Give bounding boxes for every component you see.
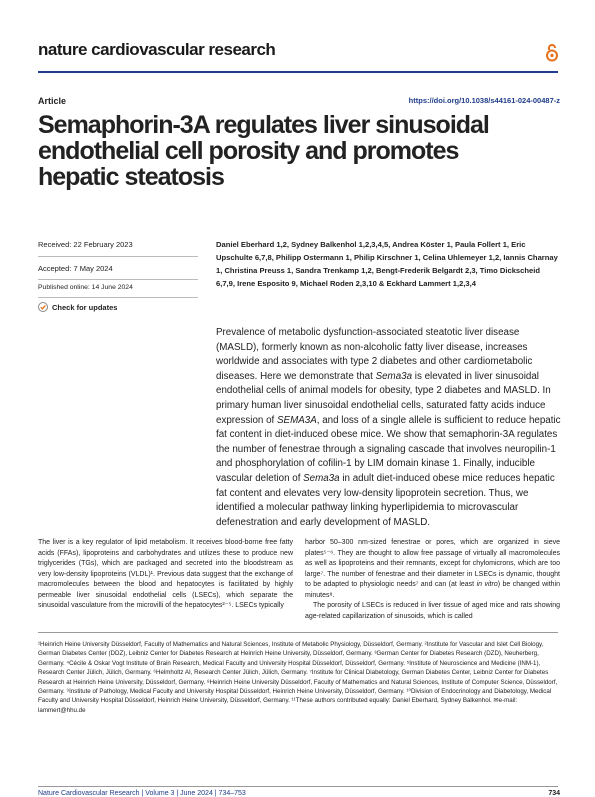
gene-name: Sema3a [303, 472, 340, 484]
body-italic: in vitro [476, 581, 498, 588]
received-date: Received: 22 February 2023 [38, 240, 133, 249]
accepted-date: Accepted: 7 May 2024 [38, 264, 113, 273]
check-updates-button[interactable] [38, 302, 117, 312]
check-updates-label: Check for updates [52, 302, 118, 312]
body-column-right [305, 538, 560, 622]
page-number: 734 [548, 790, 560, 797]
check-updates-icon [38, 302, 48, 312]
abstract-text: in adult diet-induced obese mice reduces hepatic fat content and elevates very low-density lipoprotein secretion. Thus, we identified a molecular pathway linking hyperlipidemia to microvascular defenestration and early development of MASLD. [216, 472, 555, 528]
gene-name: Sema3a [375, 370, 413, 382]
doi-link[interactable]: https://doi.org/10.1038/s44161-024-00487-z [408, 96, 560, 105]
article-type: Article [38, 96, 67, 106]
abstract [216, 326, 561, 530]
history-divider [38, 279, 198, 280]
abstract-text: Prevalence of metabolic dysfunction-associated steatotic liver disease (MASLD), formerly known as non-alcoholic fatty liver disease, increases worldwide and associates with type 2 diabetes and other cardiometabolic diseases. Here we demonstrate that [216, 327, 533, 382]
header-rule [38, 71, 558, 73]
body-text: harbor 50–300 nm-sized fenestrae or pores, which are organized in sieve plates⁵⁻⁶. They are thought to allow free passage of virtually all macromolecules as well as lipoproteins and their remnants, except for chylomicrons, which are too large⁷. The number of fenestrae and their diameter in LSECs is dynamic, thought to be adapted to physiologic needs⁷ and can (at least [305, 539, 560, 588]
body-column-left: The liver is a key regulator of lipid metabolism. It receives blood-borne free fatty acids (FFAs), lipoproteins and carbohydrates and utilizes these to produce new triglycerides (TGs), which are packaged and secreted into the bloodstream as very low-density lipoproteins (VLDL)¹. Previous data suggest that the exchange of macromolecules between the blood and hepatocytes is facilitated by highly permeable liver sinusoidal endothelial cells (LSECs), which separate the sinusoidal vasculature from the microvilli of the hepatocytes²⁻⁵. LSECs typically [38, 539, 293, 609]
history-divider [38, 297, 198, 298]
affiliations: ¹Heinrich Heine University Düsseldorf, Faculty of Mathematics and Natural Sciences, Institute of Metabolic Physiology, Düsseldorf, Germany. ²Institute for Vascular and Islet Cell Biology, German Diabetes Center (DDZ), Leibniz Center for Diabetes Research at Heinrich Heine University, Düsseldorf, Germany. ³German Center for Diabetes Research (DZD), Neuherberg, Germany. ⁴Cécile & Oskar Vogt Institute of Brain Research, Medical Faculty and University Hospital Düsseldorf, Düsseldorf, Germany. ⁵Institute of Neuroscience and Medicine (INM-1), Research Center Jülich, Jülich, Germany. ⁶Helmholtz AI, Research Center Jülich, Jülich, Germany. ⁷Institute for Clinical Diabetology, German Diabetes Center, Leibniz Center for Diabetes Research at Heinrich Heine University, Düsseldorf, Germany. ⁸Heinrich Heine University Düsseldorf, Faculty of Mathematics and Natural Sciences, Institute of Computer Science, Düsseldorf, Germany. ⁹Institute of Pathology, Medical Faculty and University Hospital Düsseldorf, Heinrich Heine University, Düsseldorf, Germany. ¹⁰Division of Endocrinology and Diabetology, Medical Faculty and University Hospital Düsseldorf, Heinrich Heine University, Düsseldorf, Germany. ¹¹These authors contributed equally: Daniel Eberhard, Sydney Balkenhol. ✉e-mail: lammert@hhu.de [38, 641, 558, 714]
affiliations-divider [38, 632, 558, 633]
body-text: ) be changed within minutes⁸. [305, 581, 560, 599]
open-access-icon [545, 44, 559, 62]
abstract-text: is elevated in liver sinusoidal endothelial cells of animal models for obesity, type 2 diabetes and MASLD. In primary human liver sinusoidal endothelial cells, saturated fatty acids induce expression of [216, 370, 551, 426]
published-date: Published online: 14 June 2024 [38, 284, 133, 291]
footer-citation: Nature Cardiovascular Research | Volume 3 | June 2024 | 734–753 [38, 790, 246, 797]
article-title: Semaphorin-3A regulates liver sinusoidal endothelial cell porosity and promotes hepatic steatosis [38, 111, 489, 191]
body-text: The porosity of LSECs is reduced in liver tissue of aged mice and rats showing age-related capillarization of sinusoids, which is called [305, 602, 560, 620]
author-list: Daniel Eberhard 1,2, Sydney Balkenhol 1,2,3,4,5, Andrea Köster 1, Paula Follert 1, Eric Upschulte 6,7,8, Philipp Ostermann 1, Philip Kirschner 1, Celina Uhlemeyer 1,2, Iannis Charnay 1, Christina Preuss 1, Sandra Trenkamp 1,2, Bengt-Frederik Belgardt 2,3, Timo Dickscheid 6,7,9, Irene Esposito 9, Michael Roden 2,3,10 & Eckhard Lammert 1,2,3,4 [216, 240, 558, 288]
journal-name: nature cardiovascular research [38, 40, 276, 59]
gene-name: SEMA3A [277, 414, 317, 426]
abstract-text: , and loss of a single allele is sufficient to reduce hepatic fat content in diet-induced obese mice. We show that semaphorin-3A regulates the number of fenestrae through a signaling cascade that involves neuropilin-1 and phosphorylation of cofilin-1 by LIM domain kinase 1. Finally, inducible vascular deletion of [216, 414, 561, 484]
footer-rule [38, 786, 558, 787]
history-divider [38, 256, 198, 257]
